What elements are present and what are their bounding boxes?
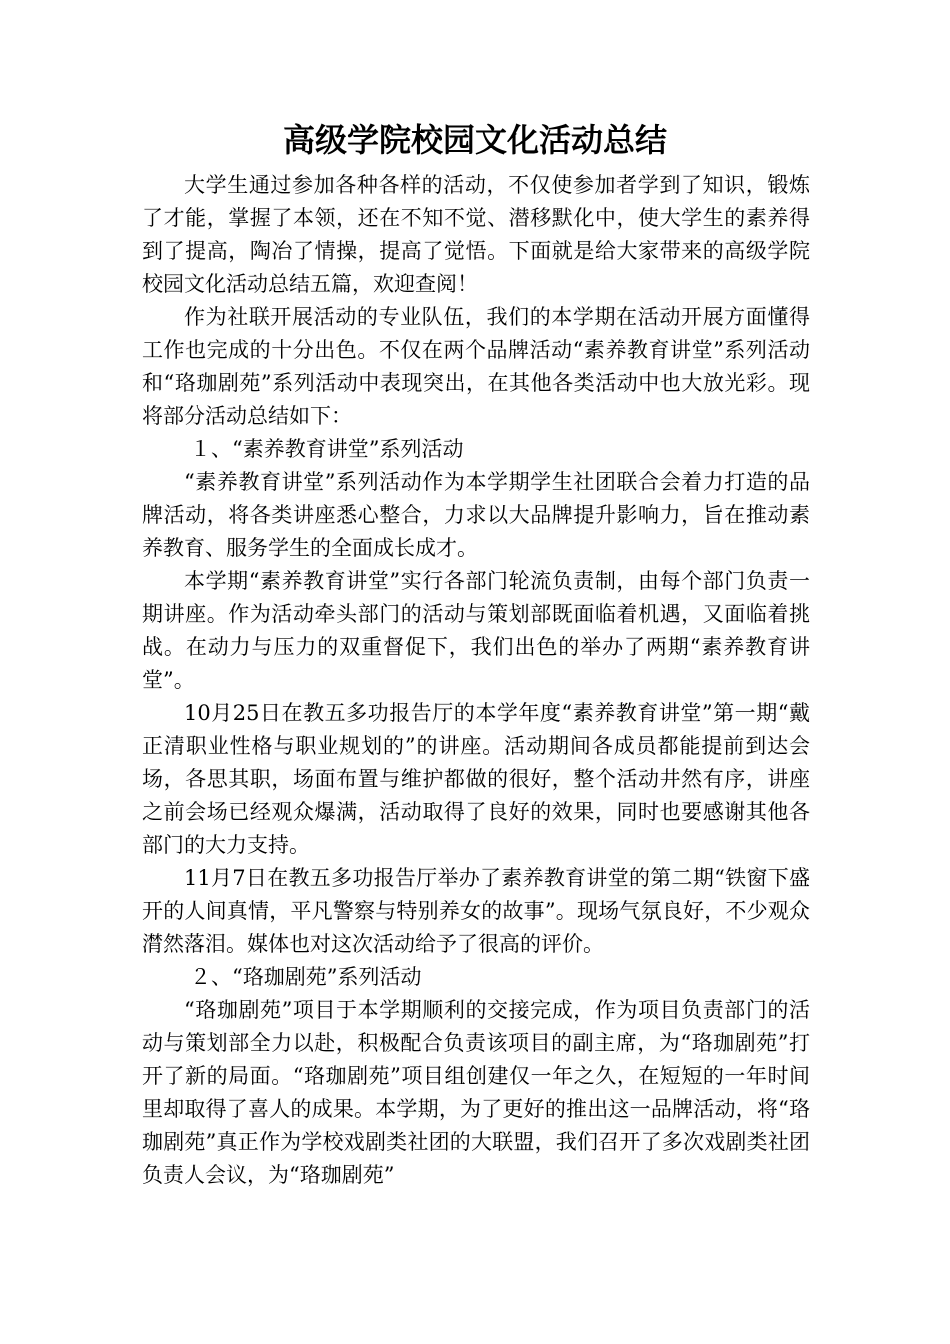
paragraph-intro: 大学生通过参加各种各样的活动，不仅使参加者学到了知识，锻炼了才能，掌握了本领，还在不知不觉、潜移默化中，使大学生的素养得到了提高，陶冶了情操，提高了觉悟。下面就是给大家带来的高级学院校园文化活动总结五篇，欢迎查阅！: [142, 173, 810, 296]
paragraph-theatre: “珞珈剧苑”项目于本学期顺利的交接完成，作为项目负责部门的活动与策划部全力以赴，积极配合负责该项目的副主席，为“珞珈剧苑”打开了新的局面。“珞珈剧苑”项目组创建仅一年之久，在短短的一年时间里却取得了喜人的成果。本学期，为了更好的推出这一品牌活动，将“珞珈剧苑”真正作为学校戏剧类社团的大联盟，我们召开了多次戏剧类社团负责人会议，为“珞珈剧苑”: [142, 998, 810, 1187]
paragraph-lecture-second: 11月7日在教五多功报告厅举办了素养教育讲堂的第二期“铁窗下盛开的人间真情，平凡警察与特别养女的故事”。现场气氛良好，不少观众潸然落泪。媒体也对这次活动给予了很高的评价。: [142, 866, 810, 956]
paragraph-overview: 作为社联开展活动的专业队伍，我们的本学期在活动开展方面懂得工作也完成的十分出色。不仅在两个品牌活动“素养教育讲堂”系列活动和“珞珈剧苑”系列活动中表现突出，在其他各类活动中也大放光彩。现将部分活动总结如下：: [142, 305, 810, 428]
paragraph-lecture-system: 本学期“素养教育讲堂”实行各部门轮流负责制，由每个部门负责一期讲座。作为活动牵头部门的活动与策划部既面临着机遇，又面临着挑战。在动力与压力的双重督促下，我们出色的举办了两期“素养教育讲堂”。: [142, 569, 810, 692]
paragraph-lecture-first: 10月25日在教五多功报告厅的本学年度“素养教育讲堂”第一期“戴正清职业性格与职业规划的”的讲座。活动期间各成员都能提前到达会场，各思其职，场面布置与维护都做的很好，整个活动井然有序，讲座之前会场已经观众爆满，活动取得了良好的效果，同时也要感谢其他各部门的大力支持。: [142, 701, 810, 857]
section-heading-2: ２、“珞珈剧苑”系列活动: [190, 965, 422, 989]
document-title: 高级学院校园文化活动总结: [282, 121, 667, 159]
document-body: [142, 169, 810, 1192]
section-heading-1: １、“素养教育讲堂”系列活动: [190, 437, 464, 461]
paragraph-lecture-intro: “素养教育讲堂”系列活动作为本学期学生社团联合会着力打造的品牌活动，将各类讲座悉心整合，力求以大品牌提升影响力，旨在推动素养教育、服务学生的全面成长成才。: [142, 470, 810, 560]
